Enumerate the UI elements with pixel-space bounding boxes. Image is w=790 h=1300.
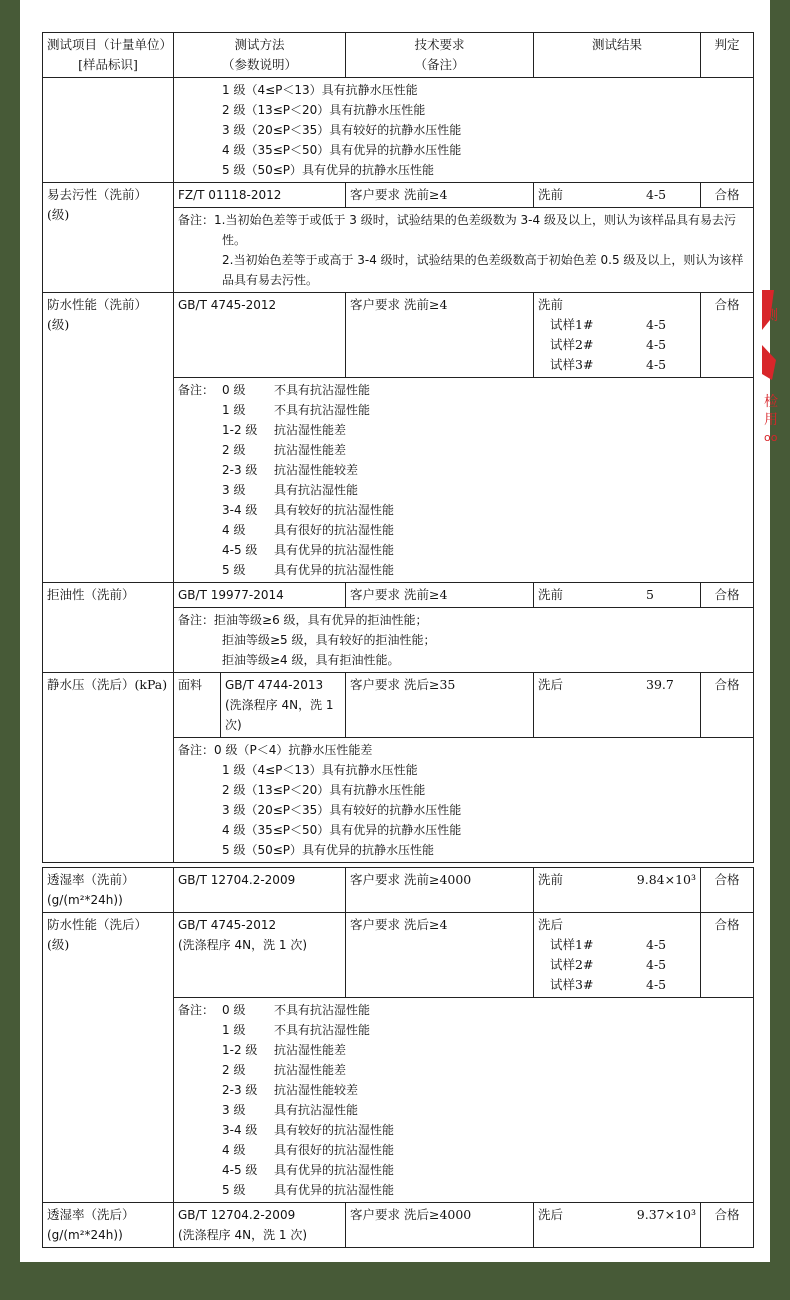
wet-note-list [178,1000,749,1200]
soil-result [534,183,701,208]
wet-note-prefix [178,1020,222,1040]
water-after-method-line1: GB/T 4745-2012 [178,918,277,932]
header-req-line2: （备注） [414,57,465,72]
sample-value: 4-5 [646,337,667,352]
wet-note-prefix [178,1040,222,1060]
wet-note-prefix [178,1060,222,1080]
wet-note-text: 不具有抗沾湿性能 [274,1003,371,1017]
water-before-judge: 合格 [701,293,754,378]
sample-name: 试样2# [550,337,594,352]
wet-note-grade: 0 级 [222,1003,246,1017]
wet-note-line [178,1160,749,1180]
wet-note-grade: 3-4 级 [222,1123,258,1137]
wet-note-grade: 2 级 [222,1063,246,1077]
wet-note-grade: 1-2 级 [222,1043,258,1057]
oil-result-label: 洗前 [538,587,564,602]
mvtr-before-item [43,868,174,913]
wet-note-text: 具有优异的抗沾湿性能 [274,543,395,557]
wet-note-text: 抗沾湿性能差 [274,1043,347,1057]
row-mvtr-before [43,868,754,913]
row-oil [43,583,754,608]
wet-note-grade: 1 级 [222,403,246,417]
water-before-result-label: 洗前 [538,297,564,312]
wet-note-grade: 2 级 [222,443,246,457]
soil-requirement: 客户要求 洗前≥4 [346,183,534,208]
hydro-requirement: 客户要求 洗后≥35 [346,673,534,738]
wet-note-line [178,1000,749,1020]
wet-note-line [178,1080,749,1100]
oil-note-line: 拒油等级≥4 级，具有拒油性能。 [222,653,400,667]
wet-note-grade: 3 级 [222,483,246,497]
row-mvtr-after [43,1203,754,1248]
inspection-stamp [760,290,790,460]
soil-note-1: 备注：1.当初始色差等于或低于 3 级时，试验结果的色差级数为 3-4 级及以上，则认为该样品具有易去污性。 [178,213,736,247]
wet-note-prefix [178,1140,222,1160]
sample-value: 4-5 [646,937,667,952]
water-after-judge: 合格 [701,913,754,998]
wet-note-line [178,400,749,420]
water-after-result [534,913,701,998]
hydro-note-line: 1 级（4≤P＜13）具有抗静水压性能 [222,763,418,777]
wet-note-prefix [178,420,222,440]
wet-note-text: 抗沾湿性能较差 [274,463,359,477]
water-after-method-line2: (洗涤程序 4N，洗 1 次) [178,938,308,952]
mvtr-after-judge: 合格 [701,1203,754,1248]
soil-result-value: 4-5 [646,187,667,202]
wet-note-grade: 4-5 级 [222,1163,258,1177]
mvtr-before-result-value: 9.84×10³ [636,872,696,887]
wet-note-line [178,440,749,460]
wet-note-text: 抗沾湿性能较差 [274,1083,359,1097]
header-judge-label: 判定 [714,37,740,52]
wet-note-text: 抗沾湿性能差 [274,443,347,457]
header-row [43,33,754,78]
wet-note-prefix [178,1120,222,1140]
oil-note-cell [174,608,754,673]
row-hydro [43,673,754,738]
header-req-line1: 技术要求 [414,37,465,52]
hydro-method-line1: GB/T 4744-2013 [225,678,324,692]
stamp-char: 用 [764,412,778,428]
wet-note-line [178,420,749,440]
wet-note-cell-2 [174,998,754,1203]
wet-note-line [178,1120,749,1140]
test-report-table [42,32,754,1248]
header-requirement [346,33,534,78]
top-note-row [43,78,754,183]
wet-note-grade: 1 级 [222,1023,246,1037]
water-before-item: 防水性能（洗前）(级) [43,293,174,583]
wet-note-prefix [178,400,222,420]
wet-note-text: 具有很好的抗沾湿性能 [274,1143,395,1157]
oil-result [534,583,701,608]
mvtr-before-judge: 合格 [701,868,754,913]
wet-note-text: 具有优异的抗沾湿性能 [274,563,395,577]
wet-note-prefix [178,1080,222,1100]
stamp-char: 检 [764,394,778,410]
mvtr-after-method-line1: GB/T 12704.2-2009 [178,1208,296,1222]
hydro-method-line2: (洗涤程序 4N，洗 1 次) [225,698,334,732]
wet-note-line [178,1100,749,1120]
soil-result-label: 洗前 [538,187,564,202]
soil-item: 易去污性（洗前）(级) [43,183,174,293]
sample-name: 试样3# [550,977,594,992]
wet-note-text: 具有抗沾湿性能 [274,1103,359,1117]
oil-note-line: 拒油等级≥5 级，具有较好的拒油性能； [222,633,436,647]
soil-note-2: 2.当初始色差等于或高于 3-4 级时，试验结果的色差级数高于初始色差 0.5 级及以上，则认为该样品具有易去污性。 [222,253,744,287]
mvtr-after-item [43,1203,174,1248]
soil-judge: 合格 [701,183,754,208]
header-item-line2: [样品标识] [78,57,138,72]
sample-value: 4-5 [646,957,667,972]
wet-note-text: 具有优异的抗沾湿性能 [274,1183,395,1197]
wet-note-line [178,1060,749,1080]
top-note-line: 4 级（35≤P＜50）具有优异的抗静水压性能 [222,143,462,157]
wet-note-prefix: 备注： [178,383,215,397]
top-note-blank [43,78,174,183]
row-water-after [43,913,754,998]
wet-note-prefix [178,520,222,540]
soil-note-cell [174,208,754,293]
stamp-char: 测 [764,308,778,324]
wet-note-text: 具有很好的抗沾湿性能 [274,523,395,537]
oil-note-line: 拒油等级≥6 级，具有优异的拒油性能； [214,613,428,627]
sample-value: 4-5 [646,977,667,992]
sample-value: 4-5 [646,317,667,332]
wet-note-text: 具有优异的抗沾湿性能 [274,1163,395,1177]
sample-name: 试样2# [550,957,594,972]
wet-note-prefix [178,440,222,460]
wet-note-text: 不具有抗沾湿性能 [274,1023,371,1037]
mvtr-after-result-value: 9.37×10³ [636,1207,696,1222]
wet-note-grade: 2-3 级 [222,463,258,477]
header-result [534,33,701,78]
hydro-note-prefix: 备注： [178,743,215,757]
mvtr-before-result [534,868,701,913]
wet-note-line [178,1180,749,1200]
wet-note-prefix [178,480,222,500]
wet-note-prefix [178,1160,222,1180]
wet-note-line [178,480,749,500]
top-note-line: 5 级（50≤P）具有优异的抗静水压性能 [222,163,435,177]
water-before-result [534,293,701,378]
wet-note-line [178,560,749,580]
wet-note-grade: 1-2 级 [222,423,258,437]
wet-note-prefix [178,460,222,480]
hydro-note-cell [174,738,754,863]
wet-note-grade: 4 级 [222,1143,246,1157]
hydro-method [174,673,346,738]
water-before-requirement: 客户要求 洗前≥4 [346,293,534,378]
sample-value: 4-5 [646,357,667,372]
wet-note-grade: 3-4 级 [222,503,258,517]
oil-judge: 合格 [701,583,754,608]
wet-note-grade: 5 级 [222,1183,246,1197]
wet-note-line [178,1040,749,1060]
oil-note-prefix: 备注： [178,613,215,627]
row-soil-release [43,183,754,208]
mvtr-before-method: GB/T 12704.2-2009 [174,868,346,913]
mvtr-after-item-line1: 透湿率（洗后） [47,1207,135,1222]
hydro-item: 静水压（洗后）(kPa) [43,673,174,863]
mvtr-before-item-line1: 透湿率（洗前） [47,872,135,887]
mvtr-before-item-line2: (g/(m²*24h)) [47,893,123,907]
oil-result-value: 5 [646,587,654,602]
top-note-line: 3 级（20≤P＜35）具有较好的抗静水压性能 [222,123,462,137]
wet-note-text: 具有抗沾湿性能 [274,483,359,497]
wet-note-prefix [178,560,222,580]
mvtr-after-requirement: 客户要求 洗后≥4000 [346,1203,534,1248]
water-after-requirement: 客户要求 洗后≥4 [346,913,534,998]
report-sheet [20,0,770,1262]
wet-note-prefix [178,540,222,560]
wet-note-text: 具有较好的抗沾湿性能 [274,503,395,517]
oil-requirement: 客户要求 洗前≥4 [346,583,534,608]
top-note-cell [174,78,754,183]
water-before-method: GB/T 4745-2012 [174,293,346,378]
header-item [43,33,174,78]
wet-note-text: 抗沾湿性能差 [274,423,347,437]
header-method [174,33,346,78]
wet-note-cell-1 [174,378,754,583]
wet-note-line [178,1140,749,1160]
oil-item: 拒油性（洗前） [43,583,174,673]
wet-note-list [178,380,749,580]
row-water-before [43,293,754,378]
wet-note-line [178,380,749,400]
mvtr-after-result-label: 洗后 [538,1207,564,1222]
wet-note-text: 不具有抗沾湿性能 [274,383,371,397]
wet-note-grade: 3 级 [222,1103,246,1117]
water-after-item: 防水性能（洗后）(级) [43,913,174,1203]
wet-note-prefix: 备注： [178,1003,215,1017]
wet-note-text: 抗沾湿性能差 [274,1063,347,1077]
hydro-fabric: 面料 [174,673,221,737]
wet-note-grade: 4-5 级 [222,543,258,557]
wet-note-grade: 0 级 [222,383,246,397]
hydro-note-line: 5 级（50≤P）具有优异的抗静水压性能 [222,843,435,857]
top-note-line: 2 级（13≤P＜20）具有抗静水压性能 [222,103,426,117]
hydro-judge: 合格 [701,673,754,738]
hydro-note-line: 4 级（35≤P＜50）具有优异的抗静水压性能 [222,823,462,837]
wet-note-line [178,540,749,560]
water-after-result-label: 洗后 [538,917,564,932]
mvtr-before-result-label: 洗前 [538,872,564,887]
header-method-line1: 测试方法 [234,37,285,52]
wet-note-grade: 5 级 [222,563,246,577]
wet-note-line [178,520,749,540]
header-item-line1: 测试项目（计量单位） [47,37,173,52]
sample-name: 试样1# [550,317,594,332]
hydro-note-line: 2 级（13≤P＜20）具有抗静水压性能 [222,783,426,797]
header-method-line2: （参数说明） [221,57,297,72]
hydro-note-line: 3 级（20≤P＜35）具有较好的抗静水压性能 [222,803,462,817]
wet-note-prefix [178,500,222,520]
wet-note-text: 具有较好的抗沾湿性能 [274,1123,395,1137]
sample-name: 试样1# [550,937,594,952]
mvtr-before-requirement: 客户要求 洗前≥4000 [346,868,534,913]
oil-method: GB/T 19977-2014 [174,583,346,608]
wet-note-prefix [178,1180,222,1200]
hydro-result [534,673,701,738]
hydro-result-label: 洗后 [538,677,564,692]
wet-note-grade: 2-3 级 [222,1083,258,1097]
header-result-label: 测试结果 [591,37,642,52]
mvtr-after-result [534,1203,701,1248]
top-note-line: 1 级（4≤P＜13）具有抗静水压性能 [222,83,418,97]
hydro-result-value: 39.7 [646,677,674,692]
soil-method: FZ/T 01118-2012 [174,183,346,208]
sample-name: 试样3# [550,357,594,372]
header-judge [701,33,754,78]
wet-note-grade: 4 级 [222,523,246,537]
mvtr-after-method [174,1203,346,1248]
wet-note-line [178,1020,749,1040]
mvtr-after-item-line2: (g/(m²*24h)) [47,1228,123,1242]
wet-note-line [178,460,749,480]
water-after-method [174,913,346,998]
wet-note-text: 不具有抗沾湿性能 [274,403,371,417]
wet-note-prefix [178,1100,222,1120]
stamp-char: oo [764,431,778,444]
wet-note-line [178,500,749,520]
mvtr-after-method-line2: (洗涤程序 4N，洗 1 次) [178,1228,308,1242]
hydro-note-line: 0 级（P＜4）抗静水压性能差 [214,743,373,757]
